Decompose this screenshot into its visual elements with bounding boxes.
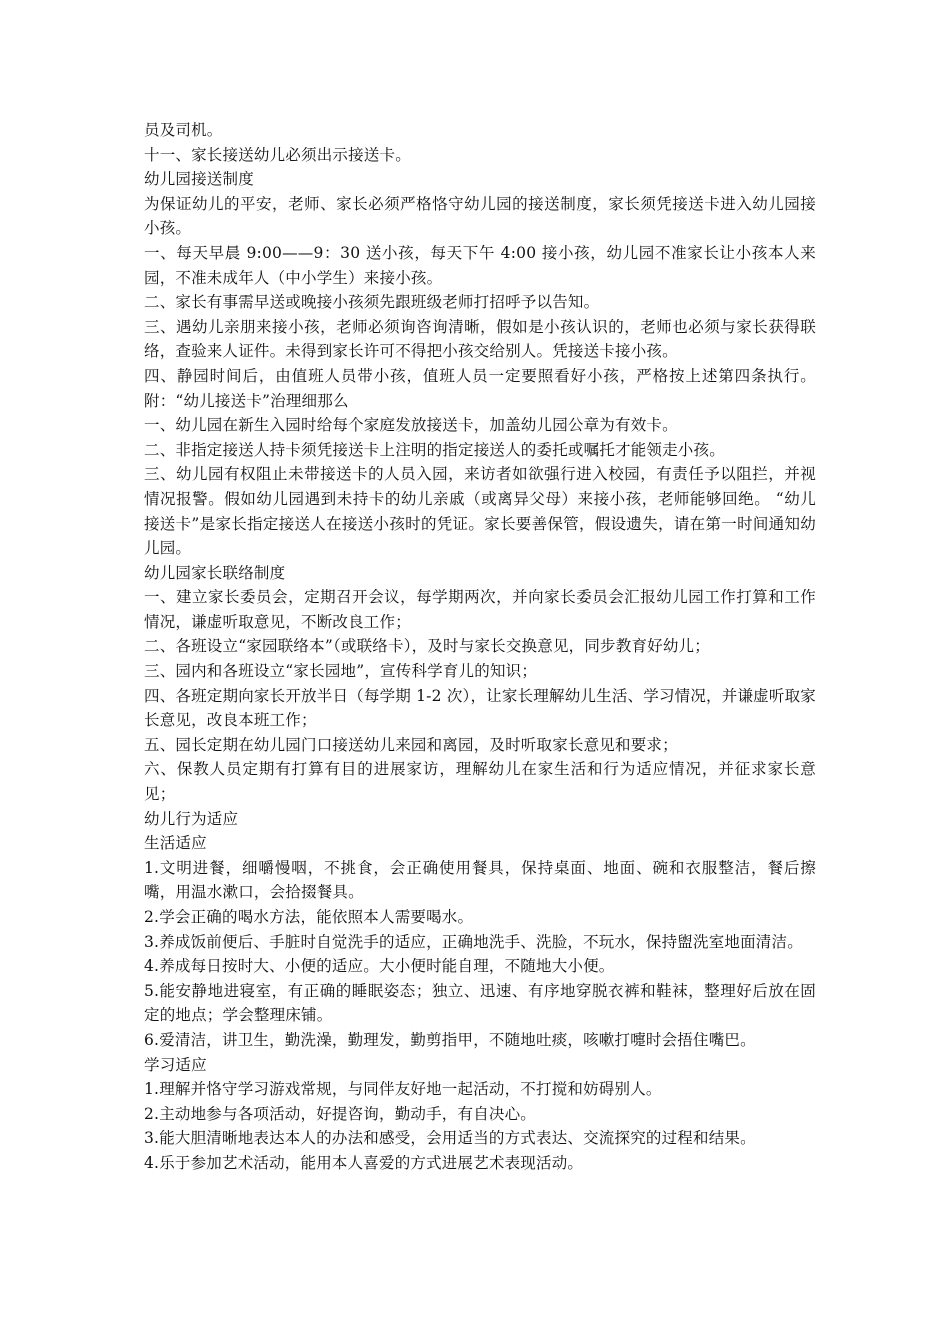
paragraph: 二、各班设立“家园联络本”（或联络卡），及时与家长交换意见，同步教育好幼儿； [144,637,710,656]
document-body [144,118,816,1176]
list-item: 4.养成每日按时大、小便的适应。大小便时能自理，不随地大小便。 [144,957,615,976]
paragraph: 一、每天早晨 9:00——9：30 送小孩，每天下午 4:00 接小孩，幼儿园不准家长让小孩本人来园，不准未成年人（中小学生）来接小孩。 [144,243,816,287]
list-item: 3.能大胆清晰地表达本人的办法和感受，会用适当的方式表达、交流探究的过程和结果。 [144,1129,756,1148]
list-item: 5.能安静地进寝室，有正确的睡眠姿态；独立、迅速、有序地穿脱衣裤和鞋袜，整理好后放在固定的地点；学会整理床铺。 [144,981,816,1025]
paragraph: 二、非指定接送人持卡须凭接送卡上注明的指定接送人的委托或嘱托才能领走小孩。 [144,440,725,459]
section-heading: 幼儿园家长联络制度 [144,563,286,582]
paragraph: 十一、家长接送幼儿必须出示接送卡。 [144,145,411,164]
paragraph: 一、建立家长委员会，定期召开会议，每学期两次，并向家长委员会汇报幼儿园工作打算和工作情况，谦虚听取意见，不断改良工作； [144,588,816,631]
paragraph: 三、园内和各班设立“家长园地”，宣传科学育儿的知识； [144,662,538,681]
paragraph: 六、保教人员定期有打算有目的进展家访，理解幼儿在家生活和行为适应情况，并征求家长意见； [144,760,816,804]
list-item: 1.理解并恪守学习游戏常规，与同伴友好地一起活动，不打搅和妨碍别人。 [144,1080,662,1099]
list-item: 1.文明进餐，细嚼慢咽，不挑食，会正确使用餐具，保持桌面、地面、碗和衣服整洁，餐后擦嘴，用温水漱口，会拾掇餐具。 [144,858,816,902]
paragraph: 为保证幼儿的平安，老师、家长必须严格恪守幼儿园的接送制度，家长须凭接送卡进入幼儿园接小孩。 [144,194,816,238]
list-item: 2.主动地参与各项活动，好提咨询，勤动手，有自决心。 [144,1104,536,1123]
list-item: 3.养成饭前便后、手脏时自觉洗手的适应，正确地洗手、洗脸，不玩水，保持盥洗室地面清洁。 [144,932,803,951]
paragraph: 一、幼儿园在新生入园时给每个家庭发放接送卡，加盖幼儿园公章为有效卡。 [144,416,678,435]
paragraph: 三、幼儿园有权阻止未带接送卡的人员入园，来访者如欲强行进入校园，有责任予以阻拦，并视情况报警。假如幼儿园遇到未持卡的幼儿亲戚（或离异父母）来接小孩，老师能够回绝。 “幼儿接送卡”是家长指定接送人在接送小孩时的凭证。家长要善保管，假设遗失，请在第一时间通知幼儿园。 [144,465,816,558]
paragraph: 二、家长有事需早送或晚接小孩须先跟班级老师打招呼予以告知。 [144,293,600,312]
section-heading: 幼儿园接送制度 [144,170,254,189]
list-item: 4.乐于参加艺术活动，能用本人喜爱的方式进展艺术表现活动。 [144,1153,584,1172]
list-item: 2.学会正确的喝水方法，能依照本人需要喝水。 [144,908,474,926]
paragraph: 五、园长定期在幼儿园门口接送幼儿来园和离园，及时听取家长意见和要求； [144,735,678,754]
paragraph: 四、静园时间后，由值班人员带小孩，值班人员一定要照看好小孩，严格按上述第四条执行。 附：“幼儿接送卡”治理细那么 [144,366,816,410]
paragraph: 四、各班定期向家长开放半日（每学期 1-2 次），让家长理解幼儿生活、学习情况，并谦虚听取家长意见，改良本班工作； [144,686,816,730]
subsection-heading: 生活适应 [144,834,207,853]
section-heading: 幼儿行为适应 [144,809,239,828]
paragraph: 员及司机。 [144,121,223,139]
subsection-heading: 学习适应 [144,1055,207,1074]
list-item: 6.爱清洁，讲卫生，勤洗澡，勤理发，勤剪指甲，不随地吐痰，咳嗽打嚏时会捂住嘴巴。 [144,1030,756,1049]
paragraph: 三、遇幼儿亲朋来接小孩，老师必须询咨询清晰，假如是小孩认识的，老师也必须与家长获得联络，查验来人证件。未得到家长许可不得把小孩交给别人。凭接送卡接小孩。 [144,317,816,361]
